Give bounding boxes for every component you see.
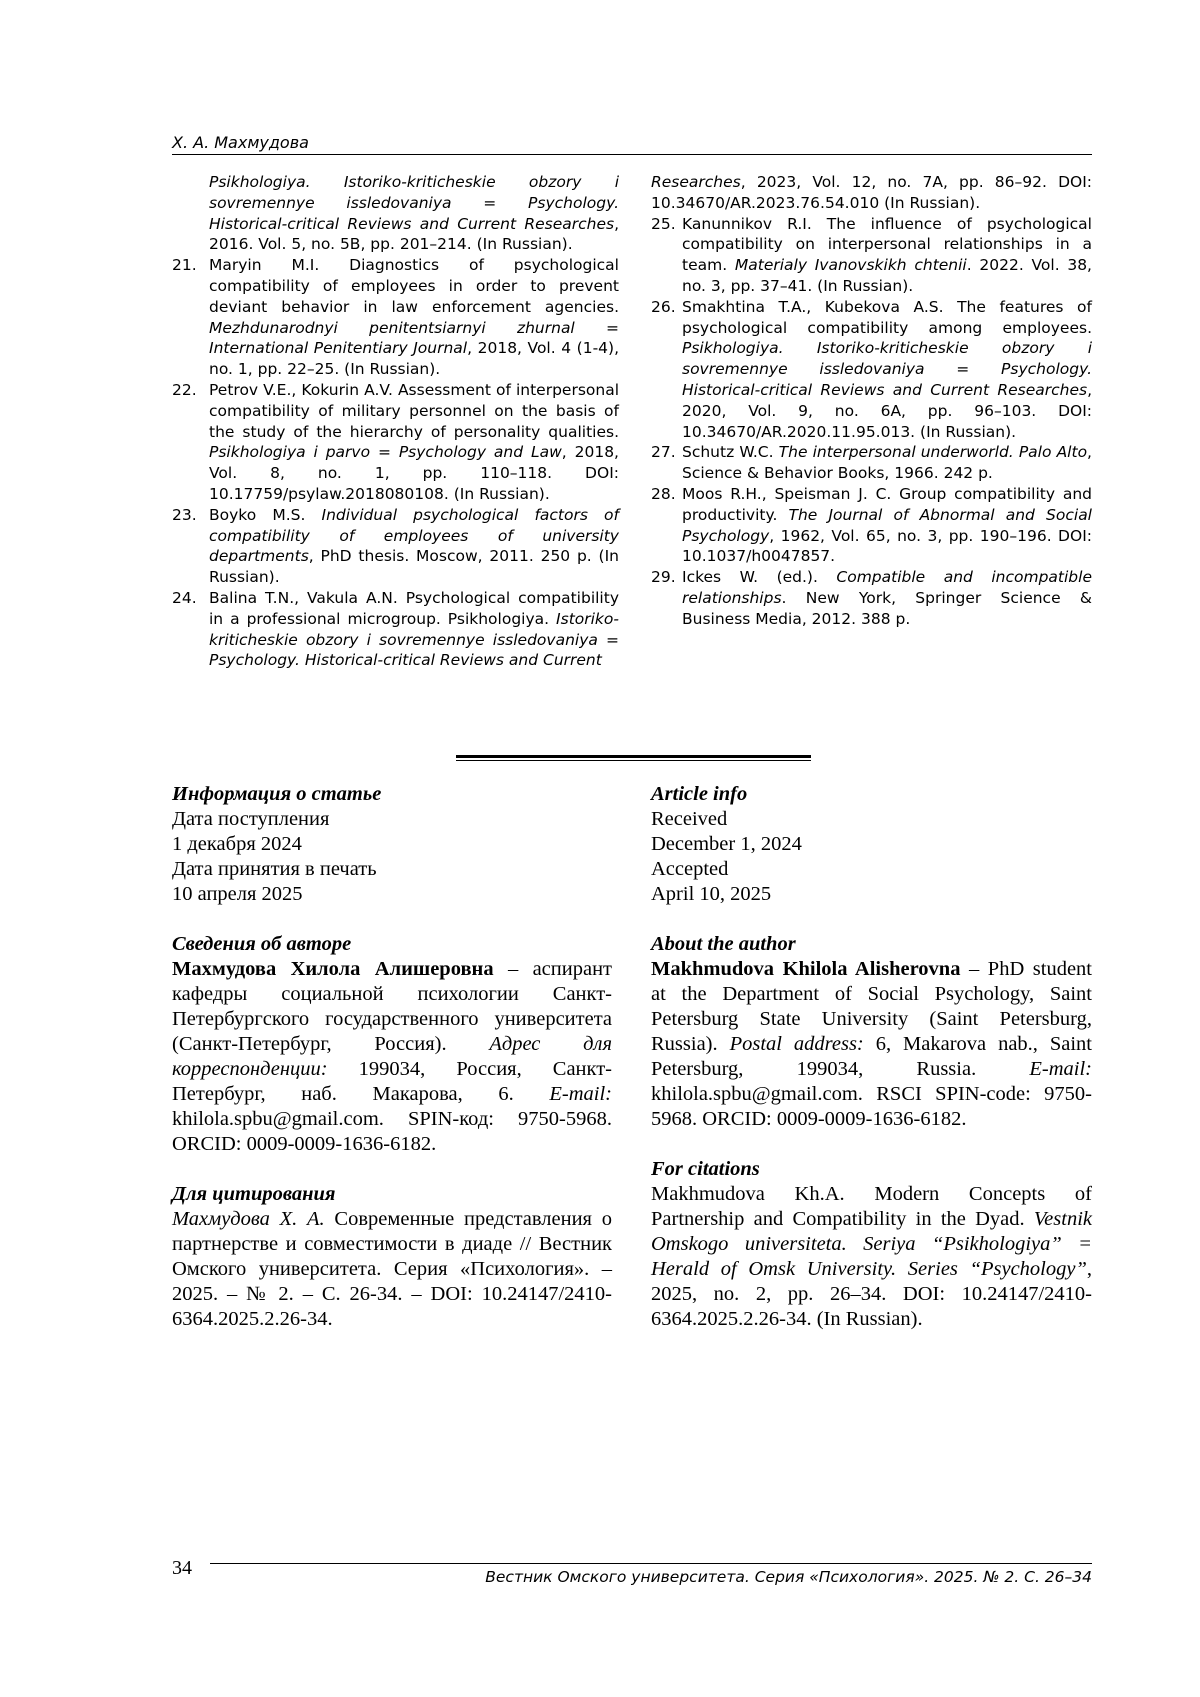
reference-number: 23. [172, 505, 197, 524]
reference-text: , 2018, Vol. 8, no. 1, pp. 110–118. DOI: 10.17759/psylaw.2018080108. (In Russian). [209, 443, 619, 503]
reference-number: 26. [651, 297, 676, 316]
reference-text: , 2023, Vol. 12, no. 7A, pp. 86–92. DOI: 10.34670/AR.2023.76.54.010 (In Russian). [651, 173, 1092, 212]
reference-text: Psikhologiya. Istoriko-kriticheskie obzory i sovremennye issledovaniya = Psychology. Historical-critical Reviews and Current Researches [209, 173, 619, 233]
reference-text: Maryin M.I. Diagnostics of psychological compatibility of employees in order to prevent deviant behavior in law enforcement agencies. [209, 256, 619, 316]
reference-number: 27. [651, 443, 676, 462]
reference-text: Materialy Ivanovskikh chtenii [734, 256, 967, 275]
reference-item [651, 297, 1092, 443]
author-info: Махмудова Хилола Алишеровна – аспирант кафедры социальной психологии Санкт-Петербургского государственного университета (Санкт-Петербург, Россия). Адрес для корреспонденции: 199034, Россия, Санкт-Петербург, наб. Макарова, 6. E-mail: khilola.spbu@gmail.com. SPIN-код: 9750-5968. ORCID: 0009-0009-1636-6182. [172, 958, 612, 1155]
reference-item [172, 172, 619, 255]
reference-item [651, 484, 1092, 567]
reference-number: 21. [172, 256, 197, 275]
author-heading: About the author [651, 933, 796, 955]
reference-item [651, 172, 1092, 214]
reference-text: , 2020, Vol. 9, no. 6A, pp. 96–103. DOI: 10.34670/AR.2020.11.95.013. (In Russian). [682, 380, 1092, 441]
article-info-ru-column [172, 782, 612, 1332]
reference-text: , Science & Behavior Books, 1966. 242 p. [682, 443, 1092, 483]
reference-number: 29. [651, 568, 676, 587]
received-label: Дата поступления [172, 808, 330, 830]
author-contacts: khilola.spbu@gmail.com. RSCI SPIN-code: 9750-5968. ORCID: 0009-0009-1636-6182. [651, 1083, 1092, 1130]
reference-text: , PhD thesis. Moscow, 2011. 250 p. (In Russian). [209, 547, 619, 587]
page-number: 34 [172, 1557, 192, 1579]
accepted-label: Accepted [651, 858, 729, 880]
reference-text: The interpersonal underworld. Palo Alto [778, 443, 1088, 462]
reference-text: , 2018, Vol. 4 (1-4), no. 1, pp. 22–25. (In Russian). [209, 339, 620, 379]
author-info: Makhmudova Khilola Alisherovna – PhD student at the Department of Social Psychology, Saint Petersburg State University (Saint Petersburg, Russia). Postal address: 6, Makarova nab., Saint Petersburg, 199034, Russia. E-mail: khilola.spbu@gmail.com. RSCI SPIN-code: 9750-5968. ORCID: 0009-0009-1636-6182. [651, 958, 1093, 1130]
reference-text: Boyko M.S. [209, 505, 322, 524]
author-name: Махмудова Хилола Алишеровна [172, 958, 494, 980]
references-right-column [651, 172, 1092, 630]
reference-text: Researches [651, 173, 741, 191]
reference-text: Psikhologiya. Istoriko-kriticheskie obzory i sovremennye issledovaniya = Psychology. Historical-critical Reviews and Current Researches [682, 339, 1092, 399]
citation-heading: For citations [651, 1158, 760, 1180]
reference-text: . 2022. Vol. 38, no. 3, pp. 37–41. (In Russian). [682, 256, 1092, 295]
reference-item [651, 442, 1092, 484]
reference-text: Moos R.H., Speisman J. C. Group compatibility and productivity. [682, 484, 1092, 524]
article-info-heading: Информация о статье [172, 783, 382, 805]
reference-item [172, 255, 619, 380]
reference-item [172, 505, 619, 588]
accepted-label: Дата принятия в печать [172, 858, 377, 880]
reference-item [172, 588, 619, 671]
article-info-heading: Article info [651, 783, 748, 805]
received-date: December 1, 2024 [651, 833, 802, 855]
citation-text: Makhmudova Kh.A. Modern Concepts of Partnership and Compatibility in the Dyad. Vestnik Omskogo universiteta. Seriya “Psikhologiya” = Herald of Omsk University. Series “Psychology”, 2025, no. 2, pp. 26–34. DOI: 10.24147/2410-6364.2025.2.26-34. (In Russian). [651, 1183, 1092, 1330]
reference-text: Psikhologiya i parvo = Psychology and Law [209, 443, 562, 462]
running-header-author: Х. А. Махмудова [172, 133, 1092, 155]
reference-text: Balina T.N., Vakula A.N. Psychological compatibility in a professional microgroup. Psikhologiya. [209, 588, 619, 628]
reference-number: 28. [651, 484, 676, 503]
references-left-column [172, 172, 619, 671]
author-heading: Сведения об авторе [172, 933, 352, 955]
reference-number: 22. [172, 380, 197, 399]
reference-text: Kanunnikov R.I. The influence of psychological compatibility on interpersonal relationships in a team. [682, 214, 1092, 275]
reference-text: Ickes W. (ed.). [682, 568, 837, 587]
reference-item [172, 380, 619, 505]
article-info-en-column [651, 782, 1092, 1332]
received-date: 1 декабря 2024 [172, 833, 302, 855]
accepted-date: 10 апреля 2025 [172, 883, 303, 905]
accepted-date: April 10, 2025 [651, 883, 772, 905]
reference-text: . New York, Springer Science & Business Media, 2012. 388 p. [682, 588, 1092, 628]
received-label: Received [651, 808, 728, 830]
reference-text: Petrov V.E., Kokurin A.V. Assessment of interpersonal compatibility of military personnel on the basis of the study of the hierarchy of personality qualities. [209, 380, 619, 441]
footer-rule [210, 1563, 1092, 1564]
reference-text: Compatible and incompatible relationships [682, 568, 1092, 607]
section-separator [456, 755, 811, 761]
reference-number: 25. [651, 214, 676, 233]
reference-text: Smakhtina T.A., Kubekova A.S. The features of psychological compatibility among employees. [682, 297, 1092, 337]
citation-heading: Для цитирования [172, 1183, 336, 1205]
reference-text: , 2016. Vol. 5, no. 5B, pp. 201–214. (In Russian). [209, 214, 619, 254]
reference-text: , 1962, Vol. 65, no. 3, pp. 190–196. DOI: 10.1037/h0047857. [682, 526, 1092, 566]
reference-item [651, 567, 1092, 629]
reference-number: 24. [172, 588, 197, 607]
reference-text: Schutz W.C. [682, 443, 779, 462]
reference-text: The Journal of Abnormal and Social Psychology [682, 505, 1092, 545]
footer-journal-line: Вестник Омского университета. Серия «Психология». 2025. № 2. С. 26–34 [485, 1568, 1092, 1586]
reference-text: Istoriko-kriticheskie obzory i sovremennye issledovaniya = Psychology. Historical-critical Reviews and Current [209, 609, 619, 670]
reference-text: Individual psychological factors of compatibility of employees of university departments [209, 505, 620, 566]
citation-text: Махмудова Х. А. Современные представления о партнерстве и совместимости в диаде // Вестник Омского университета. Серия «Психология». – 2025. – № 2. – С. 26-34. – DOI: 10.24147/2410-6364.2025.2.26-34. [172, 1208, 612, 1330]
author-contacts: khilola.spbu@gmail.com. SPIN-код: 9750-5968. ORCID: 0009-0009-1636-6182. [172, 1108, 612, 1155]
author-name: Makhmudova Khilola Alisherovna [651, 958, 961, 980]
reference-text: Mezhdunarodnyi penitentsiarnyi zhurnal = International Penitentiary Journal [209, 318, 619, 358]
reference-item [651, 214, 1092, 297]
